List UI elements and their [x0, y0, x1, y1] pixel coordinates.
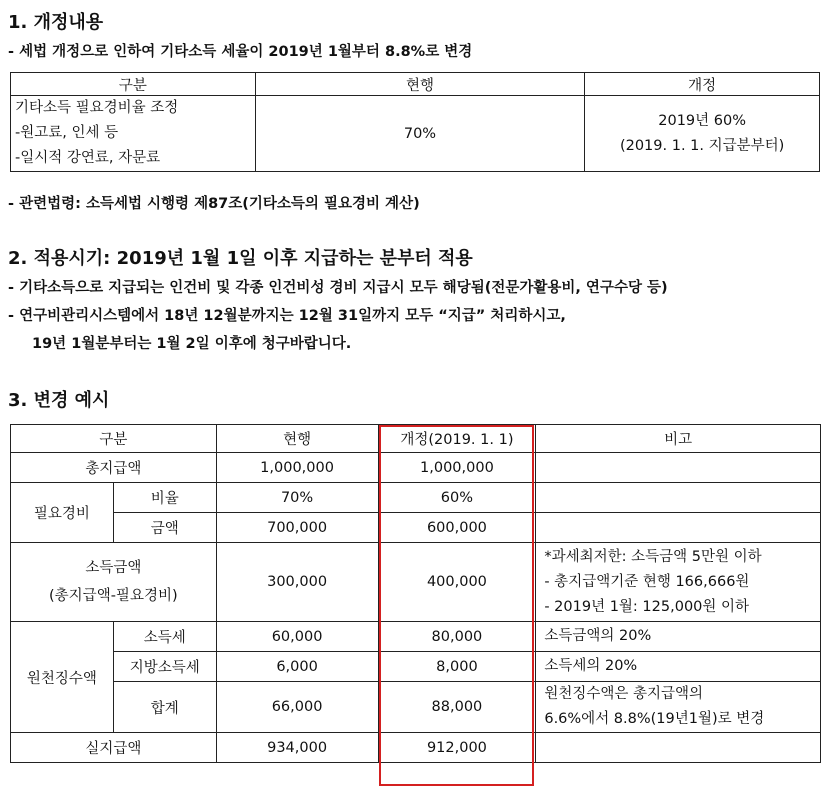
section1-bullet: - 세법 개정으로 인하여 기타소득 세율이 2019년 1월부터 8.8%로 변경	[8, 44, 473, 60]
revised-value: 400,000	[378, 543, 536, 622]
note-cell	[536, 733, 821, 763]
note-cell	[536, 513, 821, 543]
header-note: 비고	[536, 425, 821, 453]
revised-value: 600,000	[378, 513, 536, 543]
revised-value: 8,000	[378, 652, 536, 682]
section2-bullet2-line2: 19년 1월분부터는 1월 2일 이후에 청구바랍니다.	[32, 336, 352, 352]
row-label: 비율	[113, 483, 216, 513]
note-line: 6.6%에서 8.8%(19년1월)로 변경	[544, 711, 765, 727]
current-value: 66,000	[216, 682, 378, 733]
table-row	[11, 513, 821, 543]
table-row	[11, 622, 821, 652]
row-label: 실지급액	[11, 733, 217, 763]
current-value: 700,000	[216, 513, 378, 543]
row-label-line: -원고료, 인세 등	[15, 125, 119, 141]
revision-table-row	[11, 96, 820, 172]
revised-value: 912,000	[378, 733, 536, 763]
note-line: - 2019년 1월: 125,000원 이하	[544, 598, 750, 615]
group-label: 원천징수액	[11, 622, 114, 733]
row-label: 지방소득세	[113, 652, 216, 682]
note-cell	[536, 682, 821, 733]
current-value: 1,000,000	[216, 453, 378, 483]
revised-value: 1,000,000	[378, 453, 536, 483]
section3-title: 3. 변경 예시	[8, 390, 110, 411]
revised-rate-cell	[585, 96, 820, 172]
current-rate: 70%	[255, 96, 585, 172]
revision-table	[10, 72, 820, 172]
header-category: 구분	[11, 73, 256, 96]
row-label-line: (총지급액-필요경비)	[49, 588, 178, 604]
row-label: 소득세	[113, 622, 216, 652]
related-law: - 관련법령: 소득세법 시행령 제87조(기타소득의 필요경비 계산)	[8, 196, 420, 212]
table-row	[11, 682, 821, 733]
header-revised: 개정	[585, 73, 820, 96]
header-current: 현행	[216, 425, 378, 453]
current-value: 60,000	[216, 622, 378, 652]
section2-title: 2. 적용시기: 2019년 1월 1일 이후 지급하는 분부터 적용	[8, 248, 473, 269]
table-row	[11, 483, 821, 513]
group-label: 필요경비	[11, 483, 114, 543]
header-revised: 개정(2019. 1. 1)	[378, 425, 536, 453]
revision-table-header	[11, 73, 820, 96]
section2-bullet2-line1: - 연구비관리시스템에서 18년 12월분까지는 12월 31일까지 모두 “지급” 처리하시고,	[8, 308, 566, 324]
row-label-line: 소득금액	[85, 560, 142, 576]
row-label-cell	[11, 543, 217, 622]
example-table	[10, 424, 821, 763]
row-label-cell	[11, 96, 256, 172]
note-line: - 총지급액기준 현행 166,666원	[544, 573, 750, 590]
row-label: 금액	[113, 513, 216, 543]
row-label: 총지급액	[11, 453, 217, 483]
revised-value: 88,000	[378, 682, 536, 733]
note-line: *과세최저한: 소득금액 5만원 이하	[544, 548, 762, 565]
revised-value: 80,000	[378, 622, 536, 652]
note-cell: 소득금액의 20%	[536, 622, 821, 652]
table-row	[11, 733, 821, 763]
current-value: 6,000	[216, 652, 378, 682]
note-cell	[536, 483, 821, 513]
table-row	[11, 543, 821, 622]
revised-line: 2019년 60%	[658, 112, 746, 129]
note-cell: 소득세의 20%	[536, 652, 821, 682]
row-label-line: 기타소득 필요경비율 조정	[15, 100, 179, 116]
note-cell	[536, 543, 821, 622]
header-current: 현행	[255, 73, 585, 96]
row-label-line: -일시적 강연료, 자문료	[15, 150, 161, 166]
note-cell	[536, 453, 821, 483]
table-row	[11, 453, 821, 483]
example-header-row	[11, 425, 821, 453]
current-value: 70%	[216, 483, 378, 513]
header-category: 구분	[11, 425, 217, 453]
section2-bullet1: - 기타소득으로 지급되는 인건비 및 각종 인건비성 경비 지급시 모두 해당됨(전문가활용비, 연구수당 등)	[8, 280, 668, 296]
table-row	[11, 652, 821, 682]
current-value: 300,000	[216, 543, 378, 622]
current-value: 934,000	[216, 733, 378, 763]
note-line: 원천징수액은 총지급액의	[544, 686, 704, 702]
revised-line: (2019. 1. 1. 지급분부터)	[619, 137, 785, 154]
row-label: 합계	[113, 682, 216, 733]
revised-value: 60%	[378, 483, 536, 513]
section1-title: 1. 개정내용	[8, 12, 104, 33]
